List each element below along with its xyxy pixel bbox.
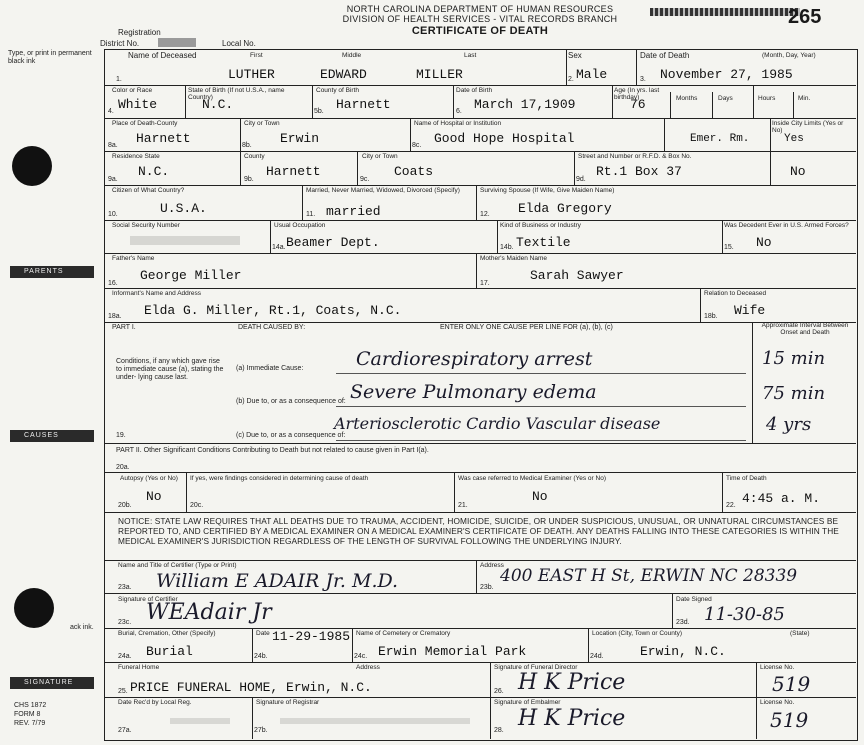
license2-value: 519 [770, 708, 809, 732]
address-label: Address [480, 562, 504, 569]
autopsy-label: Autopsy (Yes or No) [120, 475, 178, 482]
punch-hole [12, 146, 52, 186]
hospital-status-value: Emer. Rm. [690, 133, 750, 145]
place-county-value: Harnett [136, 131, 191, 146]
findings-label: If yes, were findings considered in determining cause of death [190, 475, 369, 482]
redacted-district [158, 38, 196, 47]
certifier-value: William E ADAIR Jr. M.D. [156, 570, 399, 592]
months-label: Months [676, 95, 698, 102]
burial-label: Burial, Cremation, Other (Specify) [118, 630, 216, 637]
min-label: Min. [798, 95, 811, 102]
autopsy-value: No [146, 489, 162, 504]
inside-city-value: Yes [784, 133, 804, 145]
citizen-label: Citizen of What Country? [112, 187, 185, 194]
residence-state-label: Residence State [112, 153, 160, 160]
signature-tab: SIGNATURE [10, 677, 94, 689]
date-of-death-value: November 27, 1985 [660, 67, 793, 82]
date-signed-value: 11-30-85 [704, 604, 785, 625]
barcode-strip [650, 8, 800, 16]
sex-label: Sex [568, 51, 582, 60]
date-recd-label: Date Rec'd by Local Reg. [118, 699, 192, 706]
date-of-birth-value: March 17,1909 [474, 97, 576, 112]
county-label: County [244, 153, 265, 160]
funeral-home-label: Funeral Home [118, 664, 160, 671]
street-label: Street and Number or R.F.D. & Box No. [578, 153, 692, 160]
one-cause-label: ENTER ONLY ONE CAUSE PER LINE FOR (a), (b), (c) [440, 324, 613, 331]
father-value: George Miller [140, 268, 242, 283]
race-label: Color or Race [112, 87, 153, 94]
causes-tab: CAUSES [10, 430, 94, 442]
disposition-value: Burial [146, 644, 193, 659]
place-county-label: Place of Death-County [112, 120, 178, 127]
funeral-address-label: Address [356, 664, 380, 671]
state-of-birth-label: State of Birth (If not U.S.A., name Country) [188, 87, 285, 101]
mother-label: Mother's Maiden Name [480, 255, 547, 262]
county-of-birth-label: County of Birth [316, 87, 359, 94]
residence-state-value: N.C. [138, 164, 170, 179]
license-value: 519 [772, 672, 811, 696]
date-of-death-label: Date of Death [640, 51, 690, 60]
location-label: Location (City, Town or County) [592, 630, 683, 637]
form-number: FORM 8 [14, 711, 41, 718]
death-caused-by-label: DEATH CAUSED BY: [238, 324, 306, 331]
last-name: MILLER [416, 67, 463, 82]
district-label: District No. [100, 39, 140, 48]
ssn-label: Social Security Number [112, 222, 180, 229]
cemetery-value: Erwin Memorial Park [378, 644, 527, 659]
burial-date-value: 11-29-1985 [272, 629, 351, 644]
armed-forces-value: No [756, 235, 772, 250]
last-label: Last [464, 52, 477, 59]
agency-name: NORTH CAROLINA DEPARTMENT OF HUMAN RESOURCES [346, 4, 614, 14]
days-label: Days [718, 95, 733, 102]
cause-a-value: Cardiorespiratory arrest [356, 348, 593, 370]
informant-label: Informant's Name and Address [112, 290, 202, 297]
sig-embalmer-label: Signature of Embalmer [494, 699, 561, 706]
state-label: (State) [790, 630, 810, 637]
city-town-label: City or Town [244, 120, 280, 127]
part2-label: PART II. Other Significant Conditions Contributing to Death but not related to cause given in Part I(a). [116, 447, 429, 454]
relation-value: Wife [734, 303, 766, 318]
faded-date-recd [170, 718, 230, 724]
first-name: LUTHER [228, 67, 275, 82]
city-value: Erwin [280, 131, 320, 146]
sig-certifier-label: Signature of Certifier [118, 596, 178, 603]
marital-label: Married, Never Married, Widowed, Divorced (Specify) [306, 187, 460, 194]
sex-value: Male [576, 67, 608, 82]
location-value: Erwin, N.C. [640, 644, 726, 659]
interval-b-value: 75 min [762, 383, 826, 404]
ink-label: ack ink. [70, 624, 94, 631]
spouse-value: Elda Gregory [518, 201, 612, 216]
marital-value: married [326, 204, 381, 219]
residence-inside-value: No [790, 164, 806, 179]
license2-label: License No. [760, 699, 795, 706]
hospital-value: Good Hope Hospital [434, 131, 575, 146]
mdy-label: (Month, Day, Year) [762, 52, 816, 59]
ink-instruction: Type, or print in permanent black ink [8, 50, 92, 65]
local-label: Local No. [222, 39, 256, 48]
relation-label: Relation to Deceased [704, 290, 767, 297]
state-of-birth-value: N.C. [202, 97, 234, 112]
cemetery-label: Name of Cemetery or Crematory [356, 630, 451, 637]
director-signature: H K Price [518, 670, 626, 695]
city-or-town-label: City or Town [362, 153, 398, 160]
age-label: Age (In yrs. last birthday) [614, 87, 660, 101]
time-of-death-value: 4:45 a. M. [742, 491, 821, 506]
sig-director-label: Signature of Funeral Director [494, 664, 578, 671]
certifier-signature: WEAdair Jr [146, 600, 272, 625]
race-value: White [118, 97, 158, 112]
burial-date-label: Date [256, 630, 270, 637]
license-label: License No. [760, 664, 795, 671]
due-c-label: (c) Due to, or as a consequence of: [236, 432, 346, 439]
name-label: Name of Deceased [128, 51, 197, 60]
legal-notice: NOTICE: STATE LAW REQUIRES THAT ALL DEATHS DUE TO TRAUMA, ACCIDENT, HOMICIDE, SUICIDE, OR UNDER SUSPICIOUS, UNUSUAL, OR UNNATURAL CIRCUMSTANCES BE REPORTED TO, AND CERTIFIED BY A MEDICAL EXAMINER ON A MEDICAL EXAMINER'S CERTIFICATE OF DEATH. ANY DEATHS FALLING INTO THESE CATEGORIES IS WITHIN THE MEDICAL EXAMINER'S JURISDICTION REGARDLESS OF THE LENGTH OF SURVIVAL FOLLOWING THE UNDERLYING INJURY. [118, 516, 839, 546]
occupation-value: Beamer Dept. [286, 235, 380, 250]
time-of-death-label: Time of Death [726, 475, 767, 482]
cause-c-value: Arteriosclerotic Cardio Vascular disease [334, 414, 661, 433]
certifier-label: Name and Title of Certifier (Type or Print) [118, 562, 237, 569]
middle-label: Middle [342, 52, 362, 59]
industry-label: Kind of Business or Industry [500, 222, 581, 229]
citizen-value: U.S.A. [160, 201, 207, 216]
due-b-label: (b) Due to, or as a consequence of: [236, 398, 346, 405]
part1-label: PART I. [112, 324, 136, 331]
interval-c-value: 4 yrs [766, 414, 812, 435]
date-of-birth-label: Date of Birth [456, 87, 493, 94]
conditions-label: Conditions, if any which gave rise to immediate cause (a), stating the under- lying cause last. [116, 358, 224, 381]
hours-label: Hours [758, 95, 776, 102]
referred-value: No [532, 489, 548, 504]
punch-hole-lower [14, 588, 54, 628]
residence-city-value: Coats [394, 164, 434, 179]
industry-value: Textile [516, 235, 571, 250]
cause-b-value: Severe Pulmonary edema [350, 381, 597, 403]
parents-tab: PARENTS [10, 266, 94, 278]
residence-county-value: Harnett [266, 164, 321, 179]
middle-name: EDWARD [320, 67, 367, 82]
father-label: Father's Name [112, 255, 155, 262]
division-name: DIVISION OF HEALTH SERVICES - VITAL RECORDS BRANCH [342, 14, 618, 24]
informant-value: Elda G. Miller, Rt.1, Coats, N.C. [144, 303, 402, 318]
immediate-cause-label: (a) Immediate Cause: [236, 365, 304, 372]
sig-registrar-label: Signature of Registrar [256, 699, 320, 706]
county-of-birth-value: Harnett [336, 97, 391, 112]
faded-registrar-signature [280, 718, 470, 724]
certificate-number: 265 [788, 6, 822, 28]
occupation-label: Usual Occupation [274, 222, 326, 229]
armed-forces-label: Was Decedent Ever in U.S. Armed Forces? [724, 222, 849, 229]
embalmer-signature: H K Price [518, 706, 626, 731]
mother-value: Sarah Sawyer [530, 268, 624, 283]
interval-a-value: 15 min [762, 348, 826, 369]
date-signed-label: Date Signed [676, 596, 712, 603]
first-label: First [250, 52, 263, 59]
age-value: 76 [630, 97, 646, 112]
certifier-address-value: 400 EAST H St, ERWIN NC 28339 [500, 566, 798, 586]
funeral-home-value: PRICE FUNERAL HOME, Erwin, N.C. [130, 680, 372, 695]
page-title: CERTIFICATE OF DEATH [411, 25, 549, 37]
form-revision: REV. 7/79 [14, 720, 46, 727]
spouse-label: Surviving Spouse (If Wife, Give Maiden Name) [480, 187, 615, 194]
inside-city-label: Inside City Limits (Yes or No) [772, 120, 844, 134]
hospital-label: Name of Hospital or Institution [414, 120, 502, 127]
residence-street-value: Rt.1 Box 37 [596, 164, 682, 179]
registration-label: Registration [118, 28, 161, 37]
referred-label: Was case referred to Medical Examiner (Yes or No) [458, 475, 606, 482]
form-code: CHS 1872 [14, 702, 47, 709]
redacted-ssn [130, 236, 240, 245]
interval-label: Approximate Interval Between Onset and Death [761, 322, 849, 336]
